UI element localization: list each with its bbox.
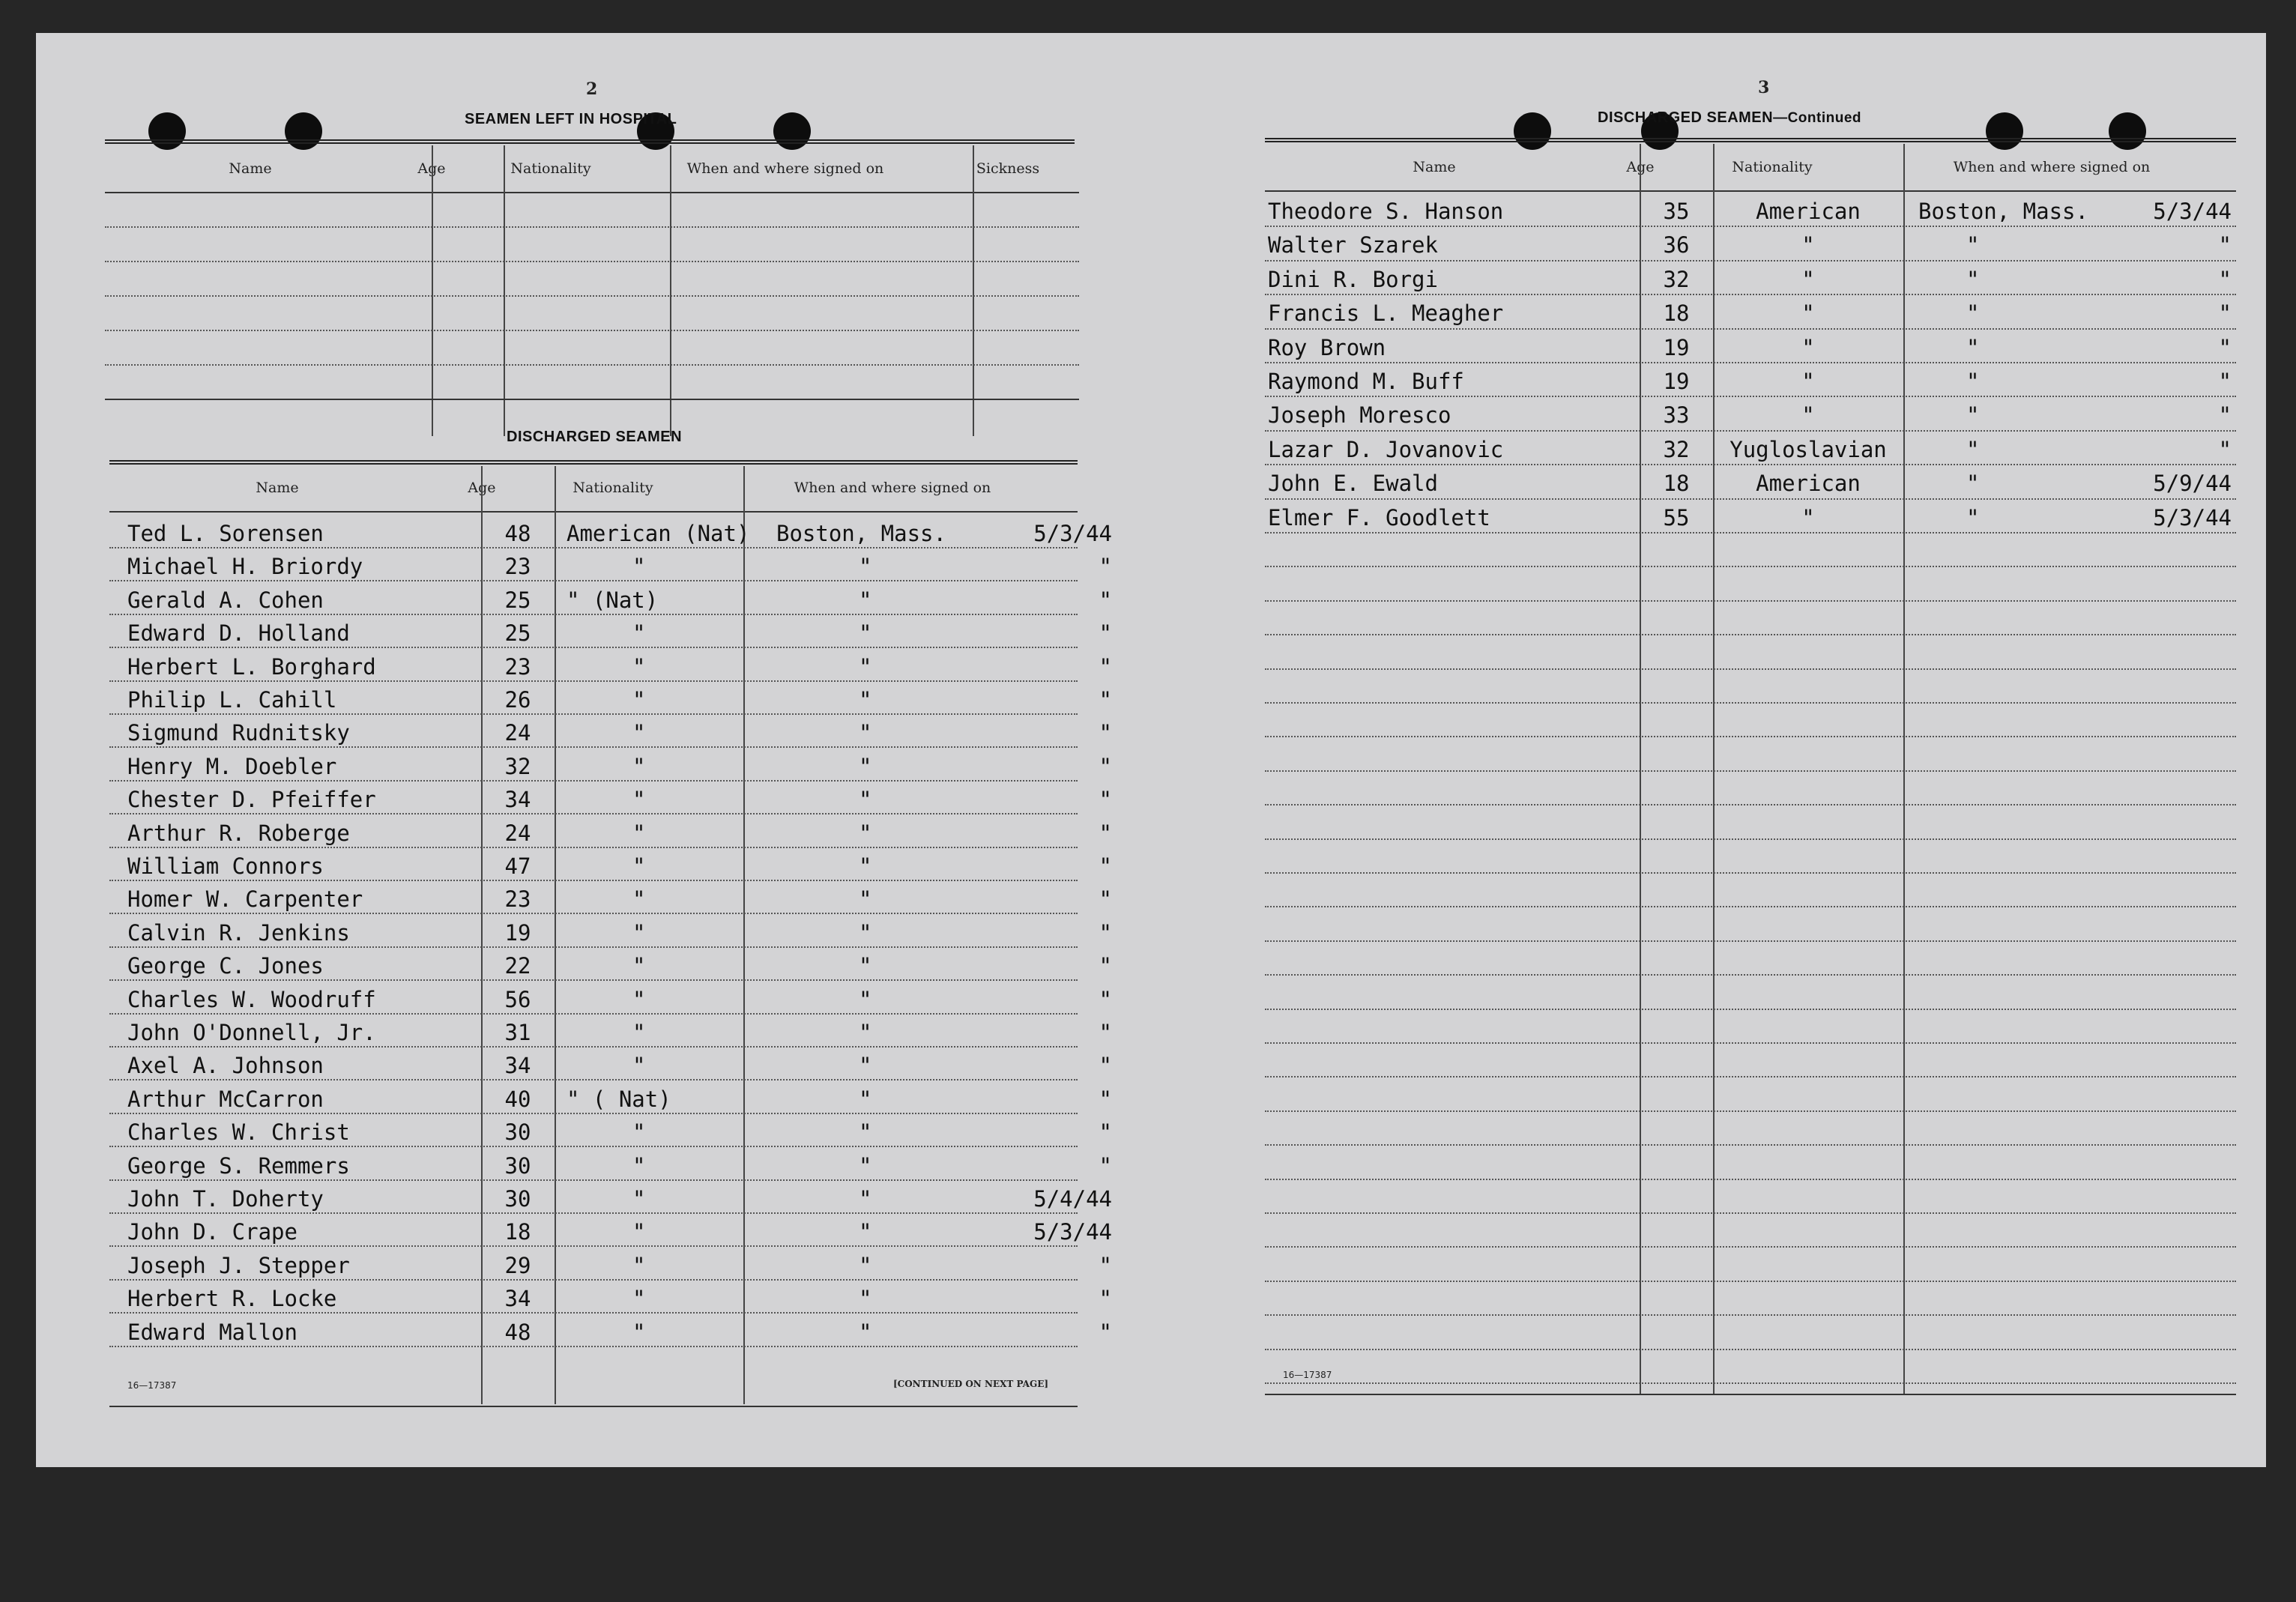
table-row-line [109, 680, 1078, 682]
table-row-line [1265, 838, 2236, 840]
seaman-nationality: " [632, 1320, 646, 1345]
page-number: 2 [586, 79, 598, 99]
seaman-name: Arthur R. Roberge [127, 820, 350, 846]
table-row-line [1265, 430, 2236, 432]
seaman-signed-date: " [1099, 953, 1112, 979]
column-divider [973, 145, 974, 436]
seaman-signed-place: " [1966, 437, 1980, 462]
seaman-nationality: American (Nat) [567, 521, 750, 546]
seaman-signed-date: " [1099, 1119, 1112, 1145]
seaman-nationality: " [632, 720, 646, 746]
seaman-nationality: " (Nat) [567, 587, 659, 613]
seaman-name: Charles W. Woodruff [127, 987, 376, 1012]
table-row-line [1265, 736, 2236, 737]
seaman-signed-place: " [859, 687, 872, 713]
seaman-signed-date: " [2218, 369, 2232, 394]
table-row-line [105, 330, 1079, 331]
hospital-header-name: Name [229, 160, 272, 177]
form-number: 16—17387 [127, 1380, 177, 1391]
punch-hole [1514, 112, 1551, 150]
seaman-signed-date: " [1099, 920, 1112, 946]
seaman-nationality: American [1756, 199, 1861, 224]
seaman-signed-place: " [1966, 232, 1980, 258]
seaman-signed-place: " [859, 953, 872, 979]
seaman-name: John O'Donnell, Jr. [127, 1020, 376, 1045]
seaman-name: Joseph Moresco [1268, 402, 1451, 428]
seaman-name: Theodore S. Hanson [1268, 199, 1504, 224]
seaman-nationality: " [632, 1253, 646, 1278]
seaman-age: 32 [504, 754, 531, 779]
seaman-signed-place: " [1966, 402, 1980, 428]
seaman-signed-date: " [1099, 1253, 1112, 1278]
table-row-line [109, 1212, 1078, 1214]
table-row-line [1265, 1009, 2236, 1010]
seaman-signed-date: 5/3/44 [1033, 521, 1112, 546]
table-row-line [1265, 1314, 2236, 1316]
seaman-signed-place: " [1966, 300, 1980, 326]
table-row-line [105, 261, 1079, 262]
seaman-signed-date: " [2218, 267, 2232, 292]
table-row-line [1265, 1110, 2236, 1112]
seaman-signed-place: " [859, 1086, 872, 1112]
seaman-signed-place: " [1966, 471, 1980, 496]
seaman-age: 40 [504, 1086, 531, 1112]
seaman-nationality: " [632, 620, 646, 646]
table-row-line [109, 813, 1078, 814]
table-row-line [109, 847, 1078, 848]
seaman-nationality: " [632, 554, 646, 579]
seaman-signed-date: " [1099, 987, 1112, 1012]
table-row-line [109, 780, 1078, 782]
seaman-signed-place: " [859, 654, 872, 680]
right-page [1151, 33, 2266, 1467]
seaman-signed-place: " [1966, 369, 1980, 394]
seaman-signed-date: " [1099, 687, 1112, 713]
punch-hole [1986, 112, 2023, 150]
table-row-line [1265, 498, 2236, 500]
seaman-signed-date: " [1099, 820, 1112, 846]
seaman-name: Elmer F. Goodlett [1268, 505, 1490, 531]
punch-hole [148, 112, 186, 150]
seaman-nationality: " [632, 1119, 646, 1145]
seaman-signed-place: " [859, 1320, 872, 1345]
seaman-age: 48 [504, 1320, 531, 1345]
seaman-name: George S. Remmers [127, 1153, 350, 1179]
seaman-name: Walter Szarek [1268, 232, 1438, 258]
seaman-signed-date: " [2218, 335, 2232, 360]
seaman-name: Edward Mallon [127, 1320, 297, 1345]
seaman-signed-place: " [859, 1219, 872, 1245]
punch-hole [285, 112, 322, 150]
seaman-age: 34 [504, 787, 531, 812]
seaman-signed-place: " [1966, 267, 1980, 292]
seaman-name: Dini R. Borgi [1268, 267, 1438, 292]
seaman-name: Sigmund Rudnitsky [127, 720, 350, 746]
document-sheet [36, 33, 2266, 1467]
seaman-signed-place: " [859, 1253, 872, 1278]
seaman-age: 24 [504, 720, 531, 746]
discharged-header-name: Name [256, 480, 299, 496]
column-divider [670, 145, 671, 436]
seaman-name: Charles W. Christ [127, 1119, 350, 1145]
table-row-line [109, 647, 1078, 648]
table-row-line [1265, 600, 2236, 602]
seaman-name: Raymond M. Buff [1268, 369, 1464, 394]
table-row-line [1265, 1281, 2236, 1282]
seaman-name: Joseph J. Stepper [127, 1253, 350, 1278]
seaman-signed-date: " [1099, 1053, 1112, 1078]
column-divider [1713, 144, 1715, 1394]
right-header-name: Name [1413, 159, 1456, 175]
right-header-nationality: Nationality [1732, 159, 1813, 175]
seaman-signed-place: " [859, 1186, 872, 1212]
column-divider [432, 145, 433, 436]
seaman-nationality: " [632, 687, 646, 713]
seaman-age: 18 [1663, 300, 1690, 326]
table-row-line [1265, 1042, 2236, 1044]
seaman-signed-date: 5/3/44 [2153, 505, 2232, 531]
seaman-signed-place: " [859, 1119, 872, 1145]
seaman-signed-date: " [1099, 720, 1112, 746]
seaman-signed-place: " [859, 1020, 872, 1045]
seaman-age: 18 [504, 1219, 531, 1245]
table-row-line [109, 1279, 1078, 1281]
seaman-signed-date: " [2218, 300, 2232, 326]
seaman-signed-place: " [1966, 505, 1980, 531]
seaman-age: 23 [504, 654, 531, 680]
table-rule [105, 192, 1079, 193]
table-row-line [105, 399, 1079, 400]
seaman-name: Calvin R. Jenkins [127, 920, 350, 946]
seaman-name: John E. Ewald [1268, 471, 1438, 496]
seaman-name: Herbert R. Locke [127, 1286, 337, 1311]
seaman-nationality: Yugloslavian [1729, 437, 1887, 462]
table-row-line [109, 1113, 1078, 1114]
seaman-signed-place: " [859, 1153, 872, 1179]
seaman-signed-date: " [1099, 620, 1112, 646]
table-row-line [109, 614, 1078, 615]
seaman-age: 30 [504, 1186, 531, 1212]
seaman-nationality: " [632, 1219, 646, 1245]
hospital-section-title: SEAMEN LEFT IN HOSPITAL [465, 111, 677, 127]
seaman-nationality: " [1801, 232, 1815, 258]
table-row-line [1265, 260, 2236, 262]
seaman-nationality: " [632, 1153, 646, 1179]
table-row-line [1265, 1212, 2236, 1214]
seaman-name: William Connors [127, 853, 324, 879]
table-row-line [1265, 226, 2236, 227]
seaman-signed-date: 5/4/44 [1033, 1186, 1112, 1212]
seaman-nationality: " [1801, 300, 1815, 326]
seaman-name: Roy Brown [1268, 335, 1386, 360]
seaman-age: 24 [504, 820, 531, 846]
table-row-line [1265, 906, 2236, 907]
seaman-age: 48 [504, 521, 531, 546]
seaman-nationality: " [632, 987, 646, 1012]
table-row-line [1265, 396, 2236, 397]
seaman-signed-date: 5/3/44 [1033, 1219, 1112, 1245]
seaman-age: 23 [504, 886, 531, 912]
table-row-line [109, 580, 1078, 581]
seaman-nationality: " [1801, 505, 1815, 531]
seaman-name: Arthur McCarron [127, 1086, 324, 1112]
table-rule [109, 511, 1078, 513]
seaman-signed-date: " [1099, 886, 1112, 912]
seaman-nationality: " [1801, 402, 1815, 428]
table-row-line [109, 746, 1078, 748]
seaman-name: Axel A. Johnson [127, 1053, 324, 1078]
seaman-signed-place: " [1966, 335, 1980, 360]
seaman-age: 23 [504, 554, 531, 579]
continued-note: [CONTINUED ON NEXT PAGE] [893, 1379, 1049, 1389]
seaman-signed-date: " [1099, 1286, 1112, 1311]
seaman-name: Ted L. Sorensen [127, 521, 324, 546]
seaman-nationality: " [1801, 369, 1815, 394]
table-row-line [109, 1013, 1078, 1015]
table-row-line [1265, 804, 2236, 805]
table-rule [1265, 138, 2236, 142]
seaman-signed-date: " [2218, 437, 2232, 462]
seaman-nationality: " [632, 886, 646, 912]
column-divider [1640, 144, 1641, 1394]
punch-hole [773, 112, 811, 150]
table-rule [109, 460, 1078, 465]
seaman-signed-place: " [859, 554, 872, 579]
discharged-header-signed-on: When and where signed on [794, 480, 991, 496]
seaman-age: 30 [504, 1119, 531, 1145]
seaman-signed-place: " [859, 820, 872, 846]
seaman-nationality: " [1801, 267, 1815, 292]
table-row-line [1265, 362, 2236, 363]
seaman-age: 36 [1663, 232, 1690, 258]
table-row-line [1265, 1179, 2236, 1180]
seaman-age: 19 [1663, 369, 1690, 394]
left-page [36, 33, 1151, 1467]
seaman-name: John D. Crape [127, 1219, 297, 1245]
table-rule [1265, 190, 2236, 192]
table-row-line [1265, 464, 2236, 465]
seaman-signed-date: " [1099, 1153, 1112, 1179]
table-row-line [1265, 770, 2236, 772]
seaman-nationality: " [632, 1286, 646, 1311]
seaman-age: 19 [504, 920, 531, 946]
table-row-line [109, 1146, 1078, 1147]
table-row-line [1265, 1382, 2236, 1384]
seaman-signed-date: " [2218, 232, 2232, 258]
seaman-nationality: " [632, 820, 646, 846]
seaman-name: Henry M. Doebler [127, 754, 337, 779]
seaman-age: 35 [1663, 199, 1690, 224]
seaman-age: 31 [504, 1020, 531, 1045]
seaman-signed-date: " [1099, 1020, 1112, 1045]
seaman-signed-date: " [1099, 1320, 1112, 1345]
seaman-name: Michael H. Briordy [127, 554, 363, 579]
table-row-line [1265, 702, 2236, 704]
seaman-signed-place: Boston, Mass. [1918, 199, 2088, 224]
column-divider [1903, 144, 1905, 1394]
seaman-signed-place: " [859, 754, 872, 779]
seaman-age: 32 [1663, 267, 1690, 292]
hospital-header-sickness: Sickness [976, 160, 1040, 177]
seaman-age: 34 [504, 1053, 531, 1078]
right-header-age: Age [1626, 159, 1655, 175]
seaman-signed-date: " [1099, 787, 1112, 812]
seaman-name: George C. Jones [127, 953, 324, 979]
seaman-age: 19 [1663, 335, 1690, 360]
table-row-line [109, 913, 1078, 914]
seaman-nationality: American [1756, 471, 1861, 496]
table-row-line [109, 946, 1078, 948]
column-divider [743, 466, 745, 1404]
table-row-line [1265, 532, 2236, 534]
seaman-age: 25 [504, 587, 531, 613]
table-row-line [1265, 1349, 2236, 1350]
seaman-signed-date: " [1099, 1086, 1112, 1112]
hospital-header-signed-on: When and where signed on [686, 160, 884, 177]
table-row-line [1265, 1076, 2236, 1077]
table-row-line [109, 1312, 1078, 1314]
seaman-name: Chester D. Pfeiffer [127, 787, 376, 812]
table-bottom-rule [109, 1406, 1078, 1407]
seaman-name: Edward D. Holland [127, 620, 350, 646]
table-row-line [1265, 294, 2236, 295]
seaman-signed-date: 5/9/44 [2153, 471, 2232, 496]
seaman-signed-date: " [2218, 402, 2232, 428]
table-row-line [109, 1079, 1078, 1080]
seaman-age: 29 [504, 1253, 531, 1278]
discharged-section-title: DISCHARGED SEAMEN [507, 429, 683, 445]
seaman-signed-place: " [859, 1053, 872, 1078]
seaman-age: 47 [504, 853, 531, 879]
seaman-signed-place: " [859, 920, 872, 946]
discharged-continued-title [1598, 109, 1861, 127]
seaman-age: 32 [1663, 437, 1690, 462]
table-row-line [105, 295, 1079, 297]
seaman-signed-date: " [1099, 554, 1112, 579]
seaman-age: 33 [1663, 402, 1690, 428]
seaman-nationality: " [632, 953, 646, 979]
seaman-nationality: " [632, 920, 646, 946]
table-row-line [109, 1245, 1078, 1247]
page-number: 3 [1758, 78, 1770, 97]
seaman-signed-place: " [859, 787, 872, 812]
title-continued: —Continued [1773, 110, 1862, 126]
seaman-signed-place: " [859, 1286, 872, 1311]
seaman-age: 18 [1663, 471, 1690, 496]
table-bottom-rule [1265, 1394, 2236, 1395]
table-row-line [109, 1179, 1078, 1181]
seaman-signed-place: " [859, 587, 872, 613]
punch-hole [2109, 112, 2146, 150]
table-rule [105, 139, 1075, 144]
seaman-nationality: " [632, 654, 646, 680]
seaman-signed-place: " [859, 853, 872, 879]
seaman-age: 56 [504, 987, 531, 1012]
table-row-line [1265, 1144, 2236, 1146]
table-row-line [105, 226, 1079, 228]
seaman-age: 22 [504, 953, 531, 979]
seaman-signed-date: " [1099, 654, 1112, 680]
seaman-nationality: " ( Nat) [567, 1086, 671, 1112]
table-row-line [1265, 566, 2236, 567]
column-divider [555, 466, 556, 1404]
title-main: DISCHARGED SEAMEN [1598, 109, 1774, 126]
seaman-name: Lazar D. Jovanovic [1268, 437, 1504, 462]
seaman-age: 30 [504, 1153, 531, 1179]
table-row-line [1265, 872, 2236, 874]
table-row-line [109, 1346, 1078, 1347]
seaman-age: 25 [504, 620, 531, 646]
table-row-line [109, 880, 1078, 881]
table-row-line [1265, 1246, 2236, 1248]
right-header-signed-on: When and where signed on [1953, 159, 2151, 175]
seaman-name: Homer W. Carpenter [127, 886, 363, 912]
hospital-header-nationality: Nationality [510, 160, 591, 177]
table-row-line [1265, 634, 2236, 635]
column-divider [504, 145, 505, 436]
discharged-header-nationality: Nationality [573, 480, 653, 496]
seaman-signed-place: " [859, 720, 872, 746]
seaman-nationality: " [632, 1020, 646, 1045]
seaman-signed-place: " [859, 620, 872, 646]
seaman-name: Philip L. Cahill [127, 687, 337, 713]
seaman-name: John T. Doherty [127, 1186, 324, 1212]
form-number: 16—17387 [1283, 1370, 1332, 1380]
seaman-name: Francis L. Meagher [1268, 300, 1504, 326]
hospital-header-age: Age [417, 160, 446, 177]
seaman-name: Gerald A. Cohen [127, 587, 324, 613]
seaman-signed-date: 5/3/44 [2153, 199, 2232, 224]
seaman-nationality: " [632, 853, 646, 879]
table-row-line [1265, 940, 2236, 942]
table-row-line [109, 979, 1078, 981]
seaman-name: Herbert L. Borghard [127, 654, 376, 680]
seaman-signed-place: Boston, Mass. [776, 521, 946, 546]
seaman-signed-date: " [1099, 587, 1112, 613]
seaman-nationality: " [632, 1186, 646, 1212]
seaman-nationality: " [1801, 335, 1815, 360]
table-row-line [1265, 974, 2236, 976]
seaman-age: 26 [504, 687, 531, 713]
seaman-age: 34 [504, 1286, 531, 1311]
seaman-signed-date: " [1099, 853, 1112, 879]
seaman-nationality: " [632, 1053, 646, 1078]
seaman-signed-place: " [859, 886, 872, 912]
seaman-nationality: " [632, 754, 646, 779]
seaman-age: 55 [1663, 505, 1690, 531]
seaman-nationality: " [632, 787, 646, 812]
table-row-line [109, 547, 1078, 548]
table-row-line [109, 713, 1078, 715]
table-row-line [1265, 668, 2236, 670]
table-row-line [109, 1046, 1078, 1048]
table-row-line [1265, 328, 2236, 330]
table-row-line [105, 364, 1079, 366]
seaman-signed-date: " [1099, 754, 1112, 779]
discharged-header-age: Age [468, 480, 496, 496]
seaman-signed-place: " [859, 987, 872, 1012]
